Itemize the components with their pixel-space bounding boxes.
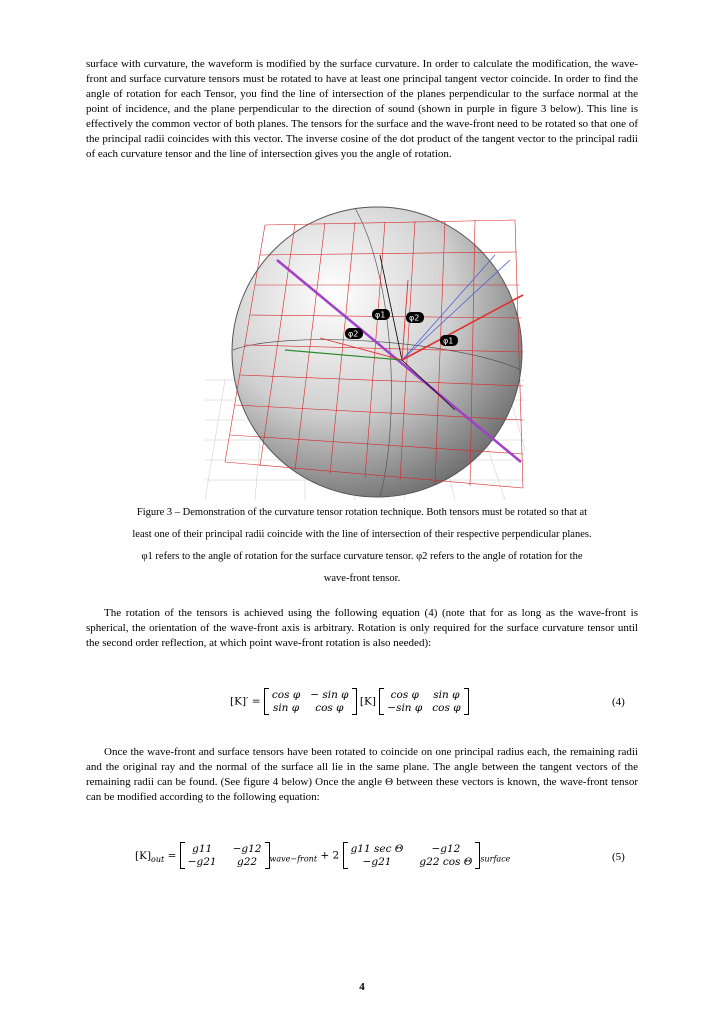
eq4-m2-c: −sin φ xyxy=(387,702,423,714)
eq5-m2-a: g11 sec Θ xyxy=(350,843,404,855)
eq5-lhs: $[K]_{out}$ = xyxy=(135,849,177,864)
caption-line-1: Figure 3 – Demonstration of the curvature tensor rotation technique. Both tensors must be rotated so that at xyxy=(136,507,588,518)
paragraph-rotation: The rotation of the tensors is achieved using the following equation (4) (note that for as long as the wave-front is spherical, the orientation of the wave-front axis is arbitrary. Rotation is only required for the surface curvature tensor until the second order reflection, at which point wave-front rotation is also needed): xyxy=(86,607,638,649)
eq4-m1-c: sin φ xyxy=(272,702,300,714)
phi2-label-a: φ2 xyxy=(348,329,359,339)
paragraph-modification: Once the wave-front and surface tensors have been rotated to coincide on one principal radius each, the remaining radii and the original ray and the normal of the surface all lie in the same plane. The angle between the tangent vectors of the remaining radii can be found. (See figure 4 below) Once the angle Θ between these vectors is known, the wave-front tensor can be modified according to the following equation: xyxy=(86,746,638,803)
eq5-surface-subscript: surface xyxy=(480,854,511,864)
figure-3-sphere-diagram xyxy=(205,200,525,500)
eq4-rotation-matrix xyxy=(264,688,357,715)
caption-line-3: φ1 refers to the angle of rotation for the surface curvature tensor. φ2 refers to the angle of rotation for the xyxy=(141,551,583,562)
equation-4-number: (4) xyxy=(612,696,625,708)
eq5-m2-c: −g21 xyxy=(362,856,392,868)
equation-4 xyxy=(230,688,469,715)
eq5-m1-b: −g12 xyxy=(232,843,262,855)
sphere xyxy=(232,207,522,497)
equation-5 xyxy=(135,842,510,869)
eq4-m1-a: cos φ xyxy=(271,689,301,701)
eq5-m1-a: g11 xyxy=(192,843,213,855)
caption-line-2: least one of their principal radii coincide with the line of intersection of their respective perpendicular planes. xyxy=(132,529,592,540)
phi1-label-b: φ1 xyxy=(443,336,454,346)
eq4-m2-a: cos φ xyxy=(390,689,419,701)
paragraph-intro: surface with curvature, the waveform is modified by the surface curvature. In order to calculate the modification, the wave-front and surface curvature tensors must be rotated to have at least one principal tangent vector coincide. In order to find the angle of rotation for each Tensor, you find the line of intersection of the planes perpendicular to the surface normal at the point of incidence, and the plane perpendicular to the direction of sound (shown in purple in figure 3 below). This line is effectively the common vector of both planes. The tensors for the surface and the wave-front need to be rotated so that one of the principal radii coincides with this vector. The inverse cosine of the dot product of the tangent vector to the principal radii of each curvature tensor and the line of intersection gives you the angle of rotation. xyxy=(86,58,638,160)
phi2-label-b: φ2 xyxy=(409,313,420,323)
caption-line-4: wave-front tensor. xyxy=(323,573,401,584)
eq5-surface-matrix xyxy=(343,842,481,869)
eq5-m2-d: g22 cos Θ xyxy=(419,856,473,868)
eq5-m1-c: −g21 xyxy=(187,856,217,868)
eq4-inverse-matrix xyxy=(379,688,468,715)
page-number: 4 xyxy=(359,981,365,993)
eq5-m1-d: g22 xyxy=(237,856,258,868)
eq4-mid: [K] xyxy=(359,695,376,708)
eq4-m2-b: sin φ xyxy=(433,689,460,701)
eq4-lhs: [K]′ = xyxy=(230,695,261,708)
eq4-m2-d: cos φ xyxy=(432,702,461,714)
eq5-wavefront-matrix xyxy=(180,842,270,869)
eq4-m1-d: cos φ xyxy=(315,702,344,714)
eq5-wavefront-subscript: wave−front xyxy=(269,854,318,864)
equation-5-number: (5) xyxy=(612,851,625,863)
eq5-m2-b: −g12 xyxy=(431,843,461,855)
eq4-m1-b: − sin φ xyxy=(310,689,349,701)
phi1-label-a: φ1 xyxy=(375,310,386,320)
eq5-plus: + 2 xyxy=(320,849,340,862)
